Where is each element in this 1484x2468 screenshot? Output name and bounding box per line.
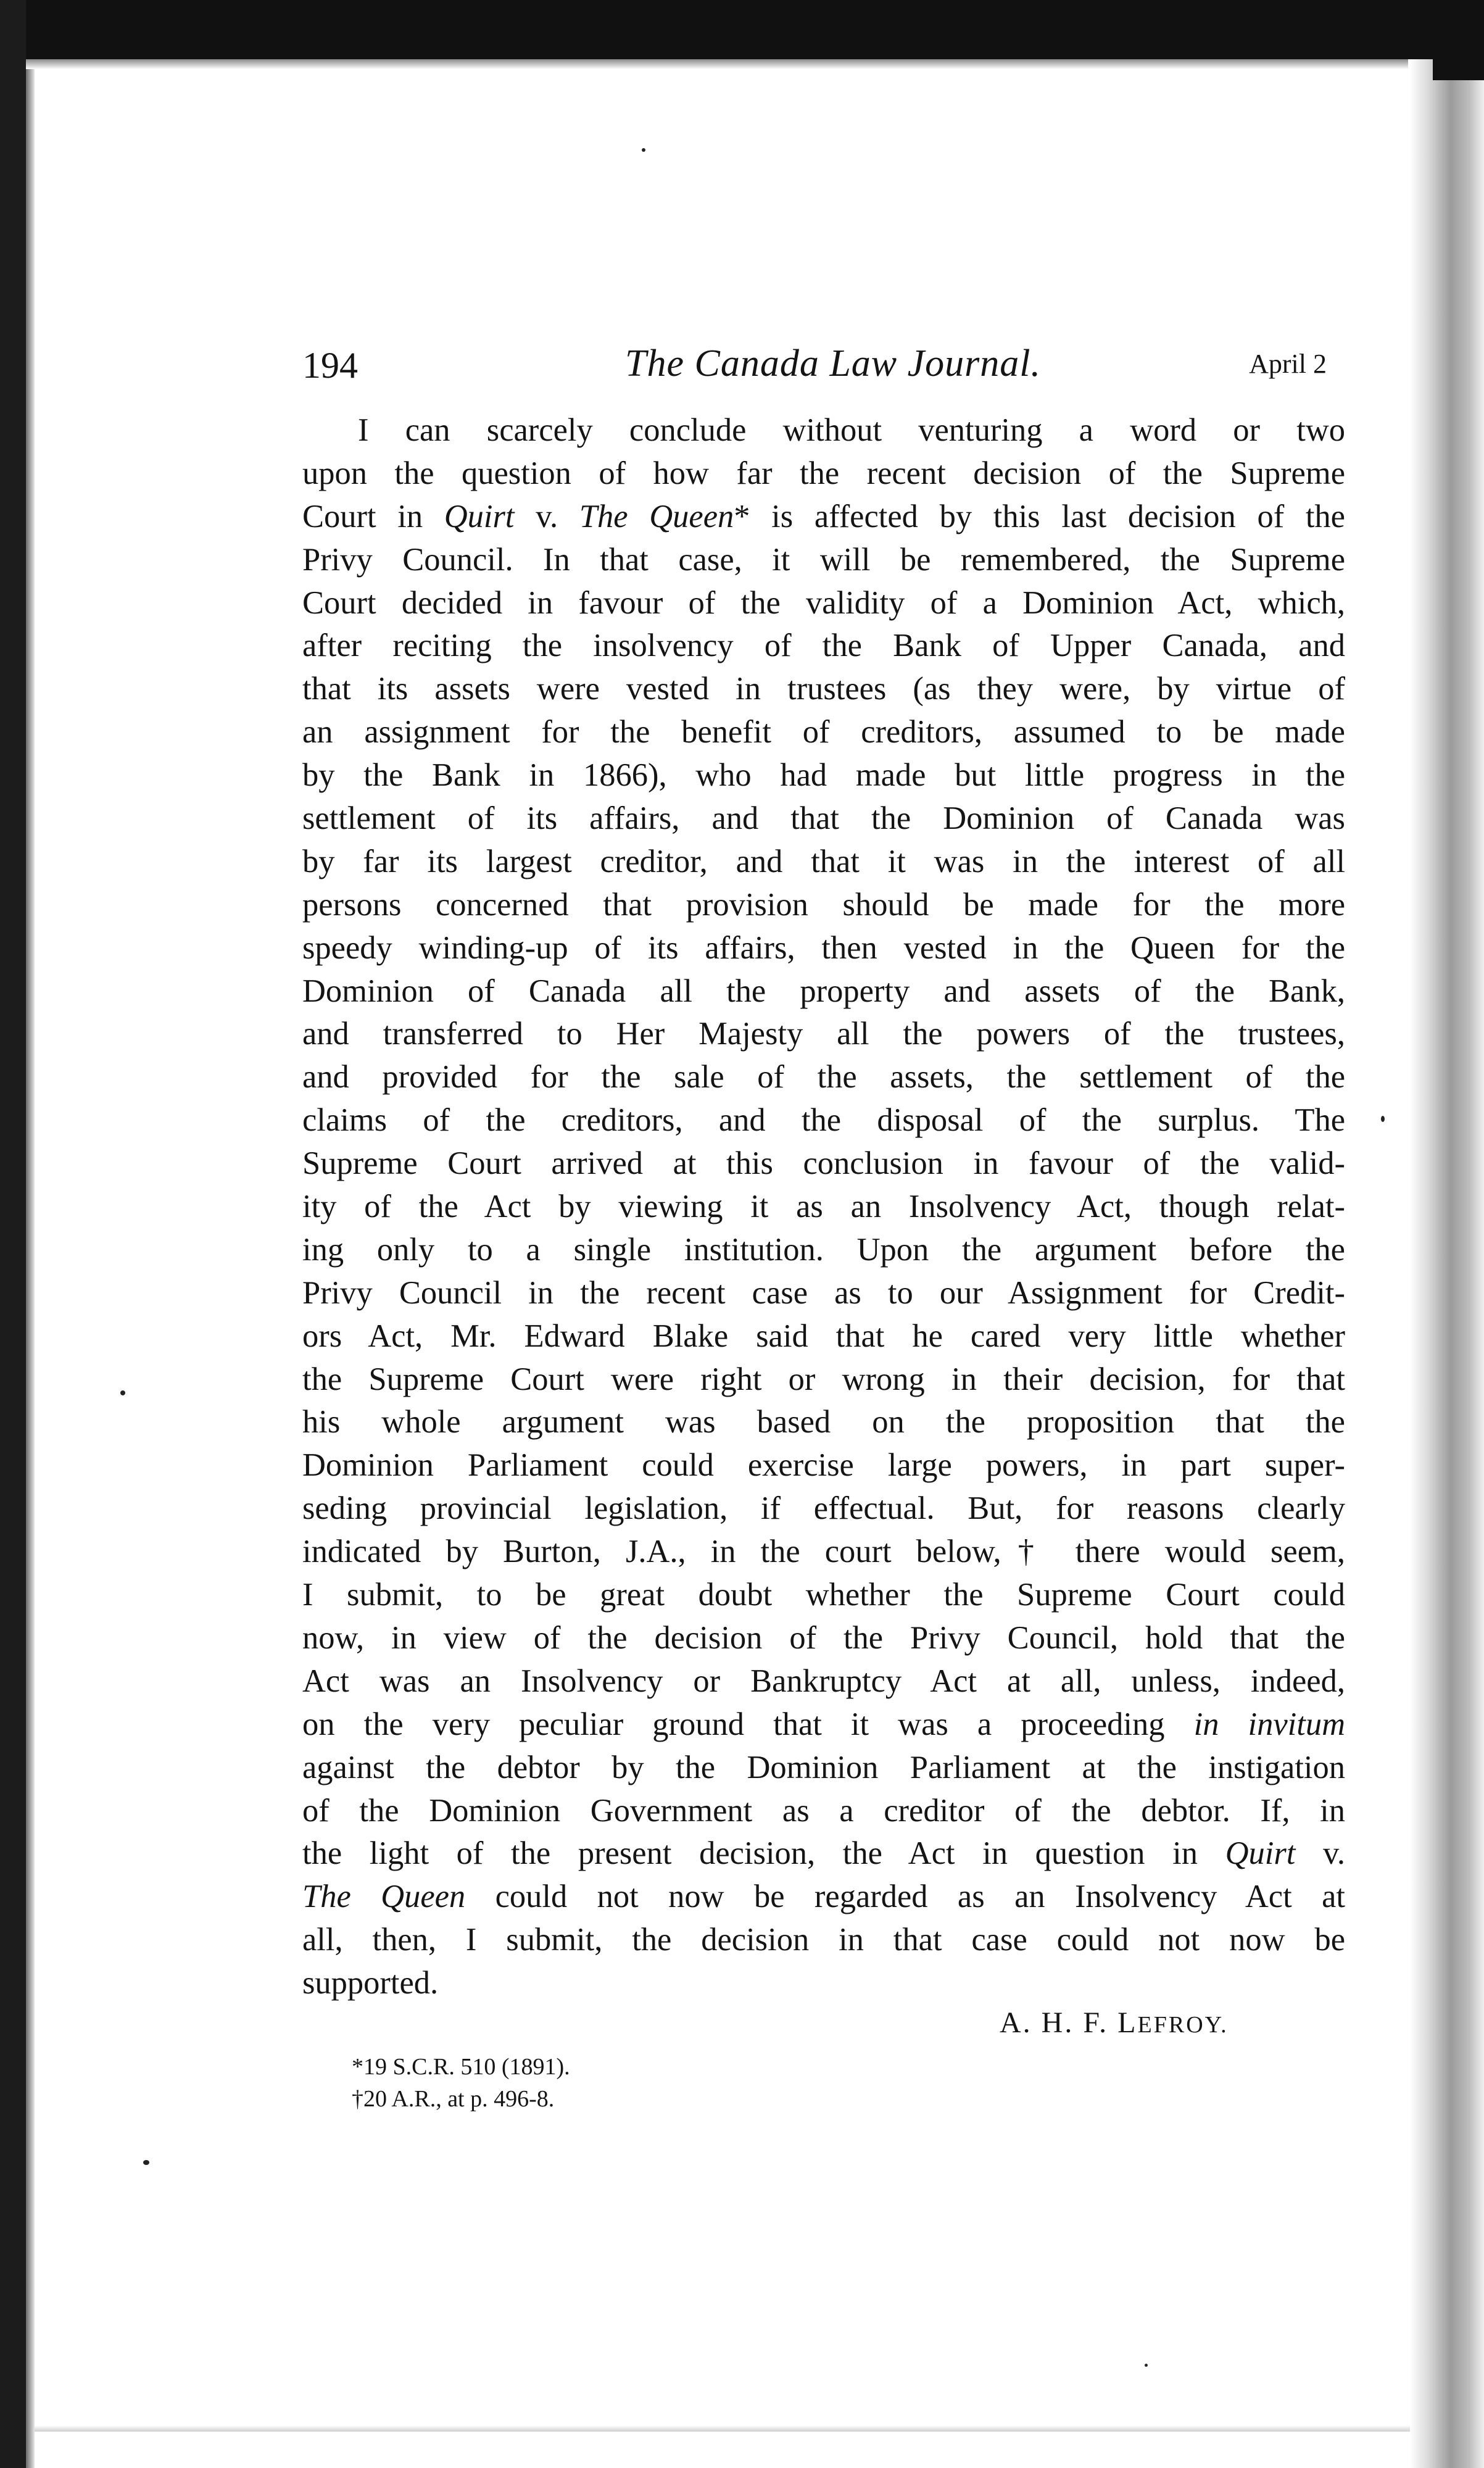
- body-line: ors Act, Mr. Edward Blake said that he cared very little whether: [302, 1318, 1345, 1354]
- body-line: Court decided in favour of the validity of a Dominion Act, which,: [302, 584, 1345, 621]
- body-line: seding provincial legislation, if effectual. But, for reasons clearly: [302, 1490, 1345, 1527]
- body-line: the light of the present decision, the Act in question in Quirt v.: [302, 1835, 1345, 1872]
- body-line: Court in Quirt v. The Queen* is affected by this last decision of the: [302, 498, 1345, 534]
- body-line: his whole argument was based on the proposition that the: [302, 1404, 1345, 1440]
- body-line: and provided for the sale of the assets, the settlement of the: [302, 1059, 1345, 1095]
- scan-border-bottom: [35, 2425, 1410, 2432]
- body-line: speedy winding-up of its affairs, then vested in the Queen for the: [302, 929, 1345, 966]
- body-line: ity of the Act by viewing it as an Insolvency Act, though relat-: [302, 1189, 1345, 1225]
- body-line: I submit, to be great doubt whether the Supreme Court could: [302, 1577, 1345, 1613]
- body-line: Privy Council. In that case, it will be remembered, the Supreme: [302, 541, 1345, 578]
- running-head: [302, 338, 1345, 388]
- scan-corner-top-right: [1433, 0, 1484, 80]
- body-line: claims of the creditors, and the disposal of the surplus. The: [302, 1102, 1345, 1139]
- page-number: 194: [302, 345, 358, 386]
- body-line: Act was an Insolvency or Bankruptcy Act at all, unless, indeed,: [302, 1663, 1345, 1699]
- scan-speck: [143, 2160, 149, 2165]
- signature-initials: A. H. F. L: [1000, 2006, 1138, 2039]
- footnote: †20 A.R., at p. 496-8.: [352, 2086, 555, 2112]
- body-line: upon the question of how far the recent decision of the Supreme: [302, 455, 1345, 491]
- body-line: supported.: [302, 1965, 439, 2001]
- body-line: that its assets were vested in trustees (as they were, by virtue of: [302, 671, 1345, 707]
- body-line: an assignment for the benefit of creditors, assumed to be made: [302, 714, 1345, 750]
- body-line: now, in view of the decision of the Privy Council, hold that the: [302, 1619, 1345, 1656]
- body-line: I can scarcely conclude without venturing a word or two: [358, 412, 1345, 448]
- body-line: all, then, I submit, the decision in that case could not now be: [302, 1922, 1345, 1958]
- body-line: Dominion Parliament could exercise large powers, in part super-: [302, 1447, 1345, 1484]
- article-body: [302, 409, 1345, 2005]
- body-line: Privy Council in the recent case as to our Assignment for Credit-: [302, 1274, 1345, 1311]
- scan-border-right: [1410, 59, 1484, 2468]
- body-line: against the debtor by the Dominion Parliament at the instigation: [302, 1749, 1345, 1785]
- issue-date: April 2: [1249, 349, 1327, 379]
- body-line: and transferred to Her Majesty all the powers of the trustees,: [302, 1016, 1345, 1052]
- body-line: of the Dominion Government as a creditor of the debtor. If, in: [302, 1792, 1345, 1829]
- body-line: The Queen could not now be regarded as an Insolvency Act at: [302, 1879, 1345, 1915]
- scan-speck: [1381, 1116, 1385, 1122]
- journal-title: The Canada Law Journal.: [624, 343, 1042, 384]
- body-line: after reciting the insolvency of the Bank of Upper Canada, and: [302, 628, 1345, 664]
- author-signature: [1000, 2006, 1229, 2040]
- body-line: Dominion of Canada all the property and assets of the Bank,: [302, 973, 1345, 1009]
- footnote: *19 S.C.R. 510 (1891).: [352, 2054, 570, 2080]
- signature-surname: EFROY.: [1137, 2012, 1229, 2038]
- body-line: Supreme Court arrived at this conclusion in favour of the valid-: [302, 1145, 1345, 1182]
- body-line: persons concerned that provision should be made for the more: [302, 886, 1345, 923]
- scan-border-top-shadow: [26, 59, 1408, 69]
- scan-border-left-shadow: [26, 0, 35, 2468]
- body-line: by far its largest creditor, and that it was in the interest of all: [302, 843, 1345, 879]
- scan-speck: [642, 148, 645, 152]
- body-line: on the very peculiar ground that it was a proceeding in invitum: [302, 1706, 1346, 1742]
- body-line: settlement of its affairs, and that the Dominion of Canada was: [302, 800, 1345, 837]
- body-line: by the Bank in 1866), who had made but little progress in the: [302, 757, 1345, 794]
- scan-border-top: [26, 0, 1433, 59]
- body-line: indicated by Burton, J.A., in the court below,† there would seem,: [302, 1534, 1345, 1570]
- scan-speck: [1145, 2364, 1148, 2367]
- body-line: the Supreme Court were right or wrong in their decision, for that: [302, 1361, 1345, 1397]
- scan-speck: [120, 1390, 125, 1395]
- footnotes: [352, 2051, 570, 2115]
- scan-border-left: [0, 0, 26, 2468]
- body-line: ing only to a single institution. Upon the argument before the: [302, 1231, 1345, 1268]
